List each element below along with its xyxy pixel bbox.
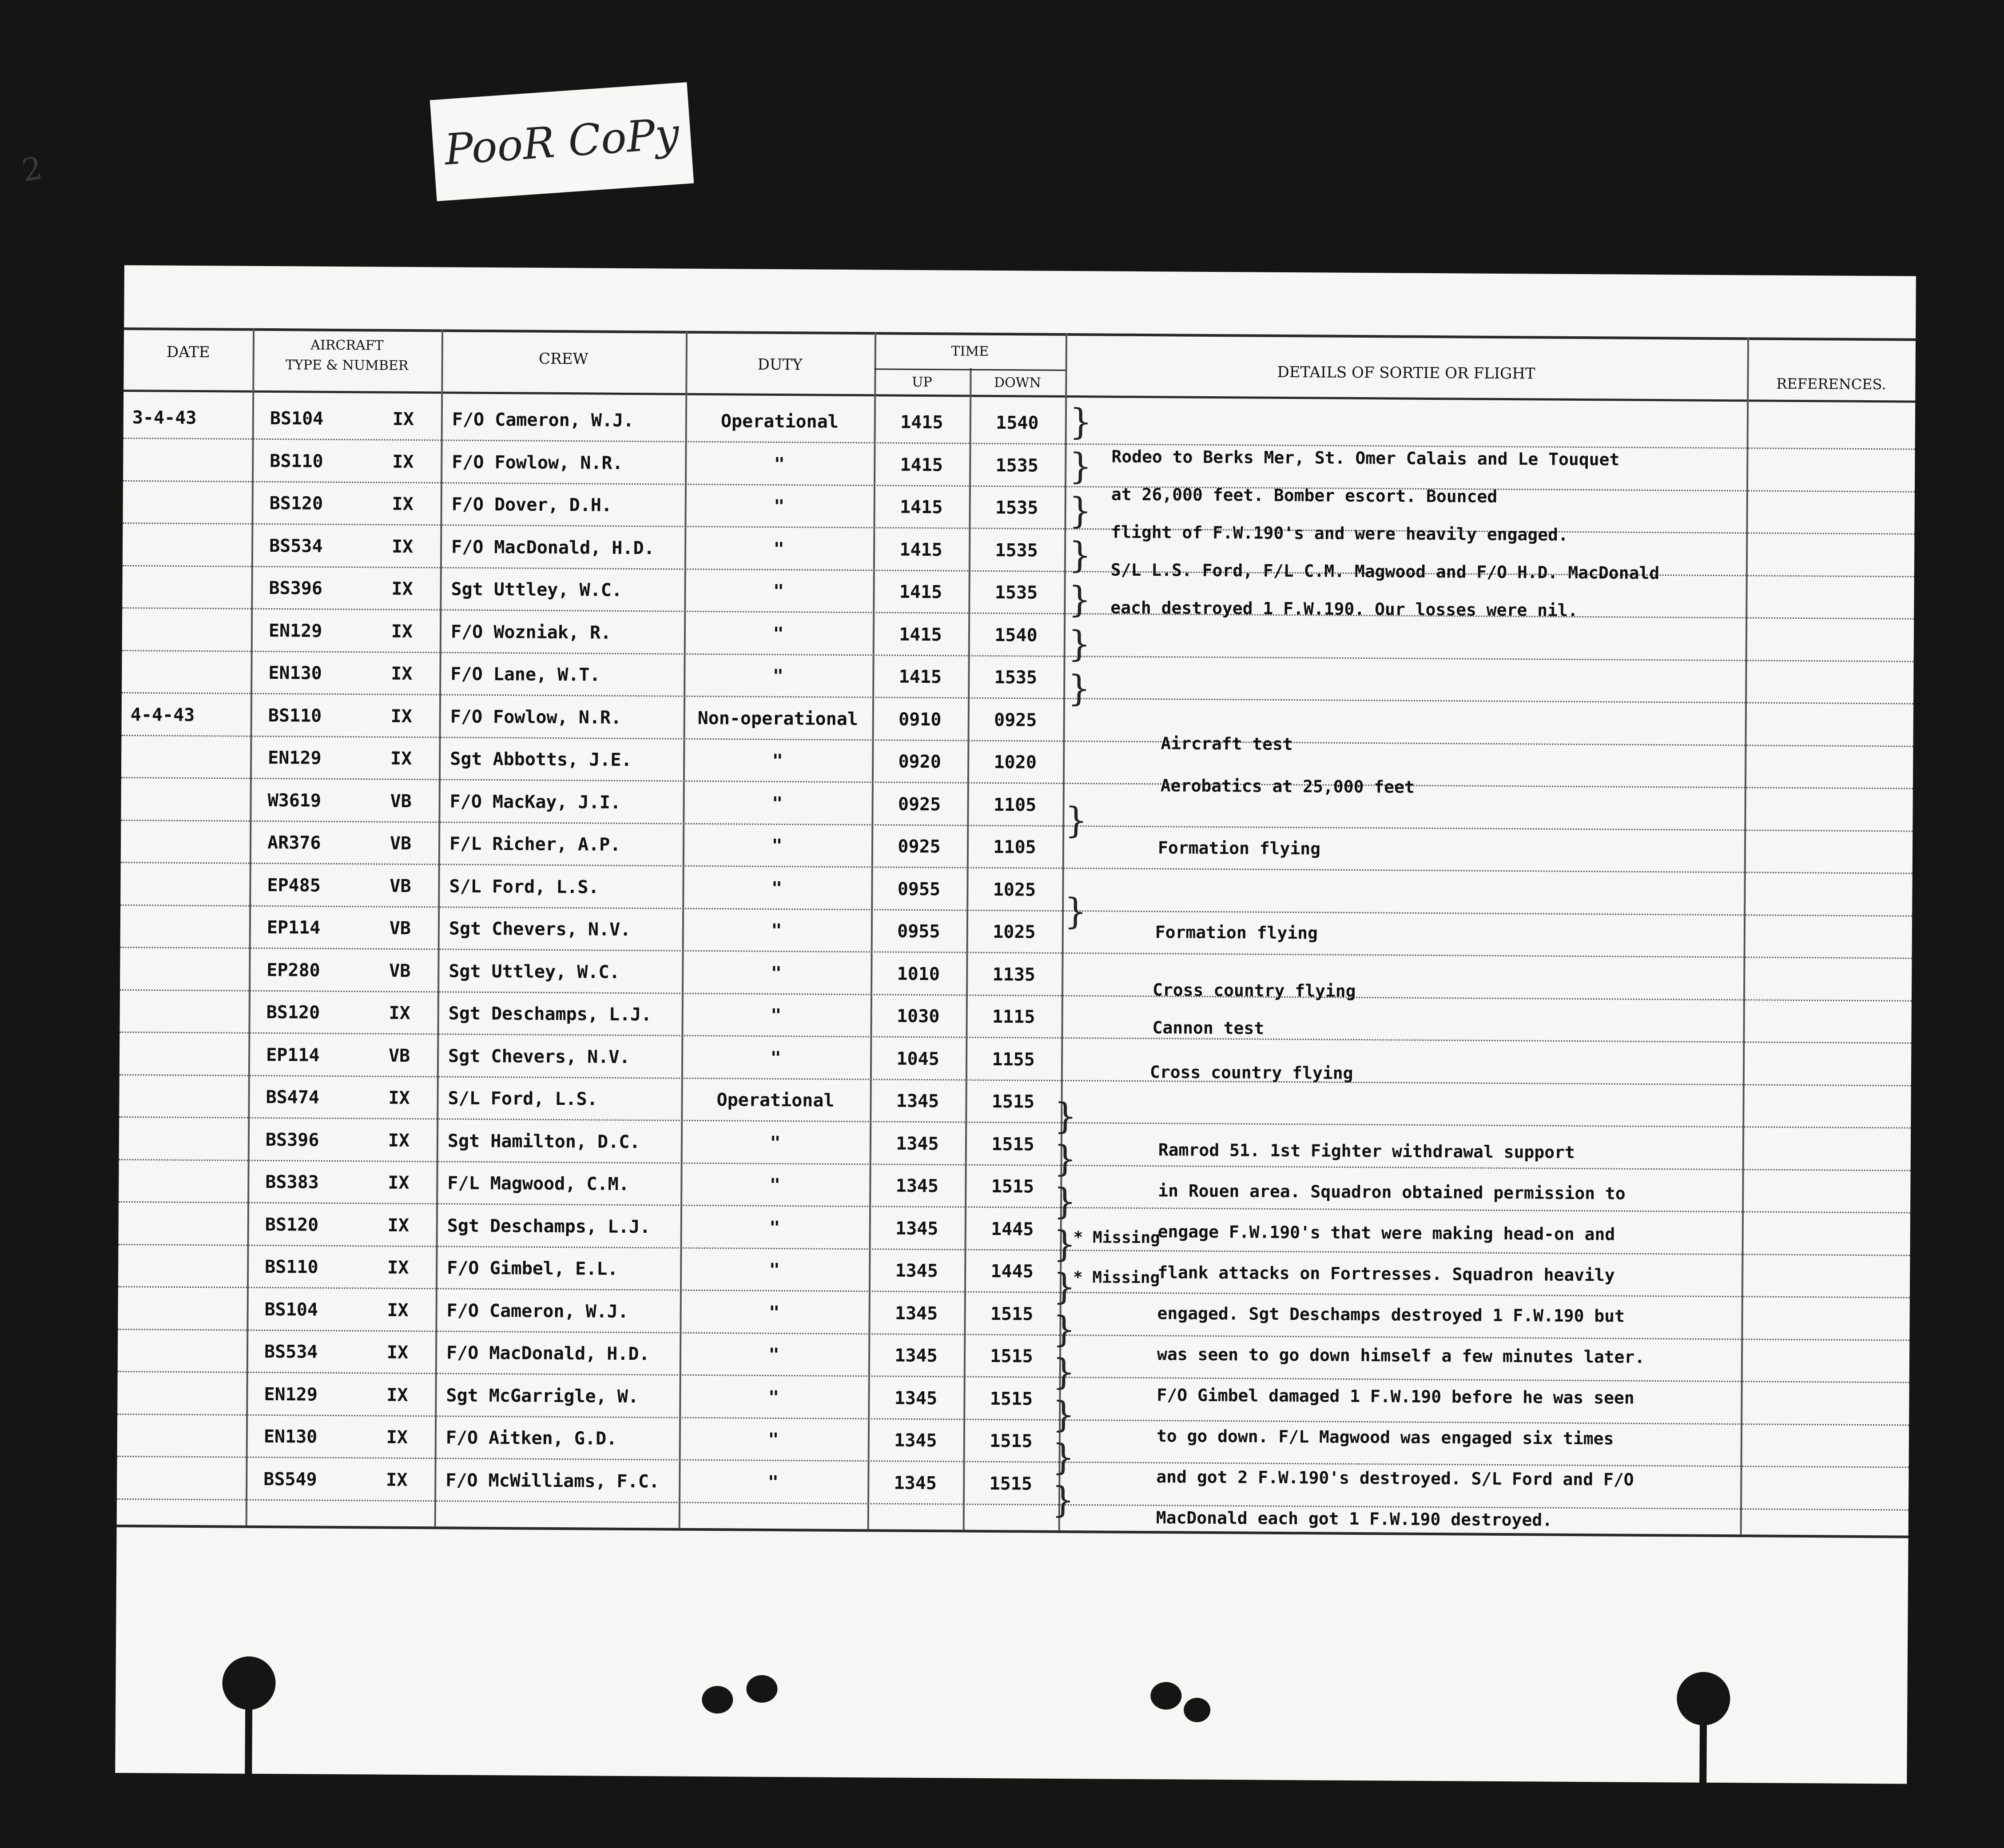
row-duty: " — [773, 538, 784, 559]
row-separator — [123, 522, 1914, 535]
row-time-down: 1535 — [995, 540, 1038, 561]
row-crew: F/O Fowlow, N.R. — [452, 452, 623, 474]
row-crew: F/O MacDonald, H.D. — [451, 537, 655, 558]
row-separator — [123, 438, 1915, 450]
row-time-down: 1105 — [993, 794, 1037, 816]
row-crew: F/O MacDonald, H.D. — [446, 1342, 650, 1365]
row-aircraft-type: IX — [389, 1003, 410, 1024]
detail-aerobatics: Aerobatics at 25,000 feet — [1160, 776, 1415, 797]
header-details: DETAILS OF SORTIE OR FLIGHT — [1277, 363, 1535, 383]
row-duty: " — [768, 1429, 779, 1450]
row-separator — [122, 649, 1914, 662]
detail-line: engage F.W.190's that were making head-on and — [1157, 1222, 1615, 1244]
row-aircraft-serial: EN129 — [268, 747, 322, 769]
row-aircraft-serial: EN129 — [264, 1384, 318, 1405]
row-crew: F/O MacKay, J.I. — [449, 791, 621, 813]
row-time-up: 1345 — [895, 1303, 938, 1324]
row-separator — [120, 947, 1912, 959]
row-crew: Sgt Deschamps, L.J. — [447, 1215, 651, 1237]
row-separator — [119, 1074, 1911, 1086]
row-separator — [123, 480, 1915, 492]
brace-group-1: } } } } } } } — [1067, 401, 1093, 709]
row-crew: Sgt McGarrigle, W. — [446, 1385, 639, 1407]
row-time-up: 1345 — [895, 1175, 939, 1197]
row-aircraft-serial: EN130 — [263, 1426, 318, 1447]
row-duty: " — [769, 1175, 781, 1196]
row-aircraft-serial: BS110 — [270, 450, 323, 472]
row-separator — [118, 1371, 1909, 1383]
row-aircraft-type: IX — [390, 748, 412, 769]
row-aircraft-type: IX — [388, 1130, 410, 1151]
row-crew: F/O Fowlow, N.R. — [450, 706, 622, 728]
header-crew: CREW — [538, 350, 588, 368]
row-aircraft-type: IX — [392, 409, 414, 430]
row-separator — [118, 1328, 1909, 1341]
table-bottom-rule — [117, 1525, 1909, 1538]
row-time-up: 1045 — [896, 1048, 939, 1069]
row-aircraft-type: IX — [386, 1385, 408, 1406]
punch-hole-right — [1677, 1672, 1730, 1725]
header-duty: DUTY — [757, 355, 803, 374]
row-crew: Sgt Deschamps, L.J. — [448, 1003, 652, 1025]
row-separator — [120, 989, 1912, 1001]
row-separator — [119, 1201, 1910, 1214]
row-time-down: 1540 — [994, 625, 1038, 646]
detail-formation-2: Formation flying — [1155, 922, 1318, 943]
row-aircraft-serial: BS534 — [269, 535, 323, 557]
detail-line: to go down. F/L Magwood was engaged six times — [1156, 1426, 1614, 1449]
row-time-down: 1105 — [993, 836, 1036, 858]
row-time-up: 1415 — [899, 666, 942, 688]
row-time-up: 1415 — [899, 624, 942, 645]
row-aircraft-serial: BS534 — [264, 1341, 318, 1362]
row-crew: F/O Wozniak, R. — [450, 621, 612, 643]
row-time-down: 1445 — [990, 1219, 1034, 1240]
row-separator — [120, 904, 1912, 916]
row-aircraft-serial: BS110 — [268, 705, 322, 726]
row-crew: Sgt Uttley, W.C. — [451, 579, 623, 601]
row-duty: " — [771, 1005, 782, 1026]
row-aircraft-type: IX — [386, 1342, 409, 1363]
row-duty: " — [770, 1132, 781, 1153]
row-time-down: 1515 — [990, 1346, 1033, 1367]
row-separator — [117, 1413, 1909, 1426]
row-duty: " — [774, 454, 785, 474]
row-aircraft-type: VB — [390, 791, 412, 812]
punch-slot-right — [1699, 1721, 1707, 1785]
operations-record-sheet — [115, 265, 1916, 1784]
detail-line: MacDonald each got 1 F.W.190 destroyed. — [1156, 1508, 1553, 1530]
row-time-up: 1345 — [894, 1388, 938, 1409]
row-duty: " — [772, 665, 784, 687]
row-aircraft-type: VB — [390, 876, 411, 896]
row-crew: F/O McWilliams, F.C. — [445, 1470, 660, 1492]
row-aircraft-serial: BS110 — [265, 1256, 318, 1278]
row-duty: " — [768, 1344, 779, 1366]
row-time-up: 1345 — [894, 1430, 937, 1451]
row-crew: F/L Magwood, C.M. — [447, 1173, 629, 1195]
row-time-up: 0920 — [898, 751, 941, 773]
row-aircraft-serial: BS120 — [266, 1002, 320, 1023]
row-duty: " — [771, 920, 782, 941]
row-duty: " — [767, 1472, 779, 1493]
detail-line: Rodeo to Berks Mer, St. Omer Calais and Le Touquet — [1111, 446, 1620, 470]
missing-note-2: * Missing — [1073, 1268, 1160, 1287]
row-aircraft-type: VB — [388, 1045, 410, 1066]
header-aircraft: AIRCRAFT — [310, 337, 384, 354]
row-separator — [119, 1032, 1911, 1044]
row-crew: F/O Cameron, W.J. — [446, 1300, 629, 1322]
row-crew: F/O Aitken, G.D. — [445, 1427, 617, 1449]
punch-mark-4 — [1184, 1698, 1210, 1722]
row-separator — [121, 777, 1913, 789]
header-down: DOWN — [994, 374, 1041, 391]
row-crew: S/L Ford, L.S. — [449, 876, 599, 898]
row-time-up: 1345 — [895, 1260, 938, 1282]
row-aircraft-serial: EN129 — [268, 620, 322, 641]
detail-cross-country-1: Cross country flying — [1152, 980, 1356, 1001]
detail-aircraft-test: Aircraft test — [1161, 733, 1293, 754]
row-time-down: 1535 — [995, 455, 1039, 476]
row-crew: Sgt Hamilton, D.C. — [447, 1130, 640, 1152]
row-time-down: 1515 — [989, 1473, 1033, 1494]
row-date: 3-4-43 — [132, 407, 197, 428]
row-separator — [121, 862, 1913, 874]
corner-mark: 2 — [19, 149, 45, 189]
row-time-down: 1135 — [992, 964, 1036, 985]
row-time-down: 1515 — [991, 1176, 1034, 1197]
row-duty: Operational — [716, 1090, 835, 1111]
detail-line: S/L L.S. Ford, F/L C.M. Magwood and F/O H.D. MacDonald — [1110, 560, 1660, 583]
header-bottom-rule — [123, 390, 1915, 403]
detail-line: engaged. Sgt Deschamps destroyed 1 F.W.190 but — [1157, 1303, 1625, 1326]
row-aircraft-type: IX — [391, 663, 413, 684]
row-aircraft-type: IX — [388, 1172, 410, 1193]
row-time-up: 1345 — [895, 1218, 938, 1239]
row-duty: " — [769, 1217, 780, 1238]
detail-line: at 26,000 feet. Bomber escort. Bounced — [1111, 484, 1498, 506]
punch-mark-1 — [702, 1686, 733, 1713]
row-time-down: 1025 — [993, 879, 1036, 900]
row-aircraft-serial: BS396 — [265, 1129, 319, 1151]
row-aircraft-type: IX — [386, 1427, 408, 1448]
row-duty: " — [771, 878, 783, 899]
brace-formation-2: } — [1064, 890, 1087, 932]
row-aircraft-serial: EP280 — [266, 960, 320, 981]
row-aircraft-type: IX — [391, 578, 413, 599]
brace-formation-1: } — [1065, 799, 1088, 841]
col-rule-details — [1740, 337, 1749, 1534]
row-time-up: 0955 — [897, 879, 941, 900]
header-time: TIME — [951, 343, 989, 359]
punch-slot-left — [245, 1705, 252, 1776]
row-aircraft-type: IX — [388, 1087, 410, 1108]
row-duty: " — [768, 1387, 779, 1408]
row-aircraft-type: VB — [389, 918, 411, 939]
row-separator — [122, 734, 1913, 747]
row-time-down: 1115 — [992, 1006, 1035, 1028]
detail-cannon-test: Cannon test — [1152, 1018, 1264, 1038]
row-time-down: 1535 — [994, 667, 1038, 688]
row-aircraft-serial: EP485 — [267, 875, 321, 896]
row-aircraft-serial: BS120 — [269, 493, 323, 514]
row-time-up: 1415 — [900, 412, 943, 433]
missing-note-1: * Missing — [1073, 1228, 1160, 1247]
row-time-down: 1155 — [992, 1049, 1035, 1070]
row-aircraft-serial: AR376 — [267, 832, 321, 853]
row-separator — [119, 1159, 1911, 1171]
row-time-down: 1535 — [995, 497, 1038, 518]
row-crew: Sgt Chevers, N.V. — [448, 1045, 630, 1067]
row-aircraft-serial: BS474 — [266, 1087, 320, 1108]
row-time-down: 1540 — [996, 412, 1039, 434]
row-duty: " — [770, 1047, 781, 1068]
row-aircraft-serial: EP114 — [266, 1044, 320, 1066]
row-time-down: 1020 — [994, 752, 1037, 773]
row-aircraft-type: IX — [392, 494, 414, 514]
row-separator — [117, 1456, 1909, 1468]
row-aircraft-serial: EN130 — [268, 662, 322, 684]
row-time-down: 1515 — [991, 1134, 1034, 1155]
row-duty: " — [771, 793, 783, 814]
row-crew: Sgt Chevers, N.V. — [449, 918, 631, 940]
row-aircraft-type: VB — [390, 833, 412, 854]
row-aircraft-type: IX — [391, 621, 413, 642]
row-aircraft-type: IX — [387, 1215, 410, 1236]
row-crew: F/L Richer, A.P. — [449, 833, 621, 855]
row-separator — [122, 692, 1913, 705]
row-aircraft-type: IX — [387, 1257, 409, 1278]
row-separator — [119, 1116, 1911, 1129]
detail-line: Ramrod 51. 1st Fighter withdrawal support — [1158, 1140, 1575, 1162]
row-time-up: 1345 — [896, 1091, 939, 1112]
detail-line: flank attacks on Fortresses. Squadron heavily — [1157, 1263, 1615, 1285]
detail-line: in Rouen area. Squadron obtained permission to — [1158, 1181, 1626, 1203]
poor-copy-label — [430, 82, 694, 201]
row-time-up: 1415 — [899, 581, 942, 603]
poor-copy-text: PooR CoPy — [443, 108, 681, 175]
row-aircraft-type: IX — [391, 536, 414, 557]
row-time-down: 1515 — [991, 1091, 1035, 1112]
row-crew: S/L Ford, L.S. — [448, 1088, 598, 1110]
row-duty: " — [771, 835, 783, 856]
row-time-down: 1025 — [993, 921, 1036, 943]
detail-line: F/O Gimbel damaged 1 F.W.190 before he was seen — [1157, 1385, 1634, 1408]
row-duty: " — [773, 581, 784, 602]
row-time-down: 1535 — [994, 582, 1038, 603]
header-up: UP — [912, 374, 932, 390]
row-aircraft-serial: EP114 — [266, 917, 321, 938]
col-rule-date — [246, 328, 254, 1525]
detail-line: was seen to go down himself a few minutes later. — [1157, 1344, 1645, 1367]
row-time-up: 1030 — [896, 1006, 940, 1027]
col-rule-aircraft — [434, 329, 443, 1526]
row-separator — [121, 819, 1913, 832]
row-aircraft-serial: BS120 — [265, 1214, 319, 1235]
row-separator — [118, 1286, 1910, 1298]
header-aircraft-sub: TYPE & NUMBER — [285, 357, 409, 374]
row-crew: F/O Gimbel, E.L. — [447, 1258, 618, 1279]
detail-line: each destroyed 1 F.W.190. Our losses were nil. — [1110, 597, 1578, 621]
row-aircraft-type: VB — [389, 960, 411, 981]
detail-line: flight of F.W.190's and were heavily engaged. — [1111, 522, 1569, 545]
row-crew: Sgt Uttley, W.C. — [449, 960, 620, 983]
row-duty: " — [768, 1302, 780, 1323]
detail-formation-1: Formation flying — [1157, 838, 1321, 859]
row-crew: F/O Dover, D.H. — [451, 494, 612, 516]
row-duty: " — [772, 750, 783, 772]
row-time-up: 0925 — [898, 836, 941, 857]
row-duty: Operational — [720, 411, 839, 432]
row-time-down: 1445 — [990, 1261, 1034, 1282]
row-duty: " — [773, 623, 784, 644]
detail-cross-country-2: Cross country flying — [1149, 1062, 1353, 1083]
row-time-up: 0925 — [898, 794, 941, 815]
row-aircraft-type: IX — [392, 451, 414, 472]
row-separator — [122, 607, 1914, 620]
row-duty: " — [771, 963, 782, 984]
punch-hole-left — [222, 1656, 276, 1710]
row-time-up: 1415 — [899, 539, 942, 560]
punch-mark-2 — [746, 1675, 777, 1703]
brace-group-2: } } } } } } } } } } — [1051, 1095, 1077, 1521]
row-date: 4-4-43 — [130, 704, 195, 725]
row-duty: " — [769, 1259, 780, 1281]
row-time-up: 0910 — [898, 709, 942, 730]
row-time-up: 1345 — [896, 1133, 939, 1154]
row-time-up: 1415 — [900, 454, 943, 475]
row-time-up: 1345 — [894, 1473, 937, 1494]
row-time-down: 0925 — [994, 709, 1037, 731]
row-aircraft-type: IX — [387, 1300, 409, 1321]
row-aircraft-type: IX — [390, 706, 413, 727]
row-time-up: 1010 — [897, 964, 940, 984]
row-time-down: 1515 — [990, 1430, 1033, 1452]
row-separator — [117, 1498, 1909, 1510]
row-aircraft-serial: W3619 — [267, 790, 322, 811]
header-references: REFERENCES. — [1776, 375, 1886, 393]
row-aircraft-serial: BS549 — [263, 1469, 317, 1490]
row-time-down: 1515 — [990, 1388, 1033, 1410]
row-crew: F/O Cameron, W.J. — [452, 409, 634, 431]
detail-line: and got 2 F.W.190's destroyed. S/L Ford and F/O — [1156, 1467, 1634, 1490]
row-aircraft-serial: BS104 — [264, 1299, 318, 1320]
row-aircraft-type: IX — [386, 1470, 408, 1490]
row-time-up: 1415 — [899, 497, 943, 518]
punch-mark-3 — [1150, 1682, 1181, 1709]
row-aircraft-serial: BS383 — [265, 1171, 319, 1193]
row-time-up: 0955 — [897, 921, 940, 942]
row-time-up: 1345 — [895, 1345, 938, 1366]
row-aircraft-serial: BS104 — [270, 408, 324, 429]
row-time-down: 1515 — [990, 1303, 1034, 1325]
row-aircraft-serial: BS396 — [269, 578, 323, 599]
row-crew: F/O Lane, W.T. — [450, 664, 600, 685]
row-duty: Non-operational — [697, 708, 859, 729]
row-duty: " — [774, 496, 785, 517]
row-separator — [119, 1243, 1910, 1256]
row-crew: Sgt Abbotts, J.E. — [450, 749, 632, 771]
header-date: DATE — [166, 343, 210, 362]
